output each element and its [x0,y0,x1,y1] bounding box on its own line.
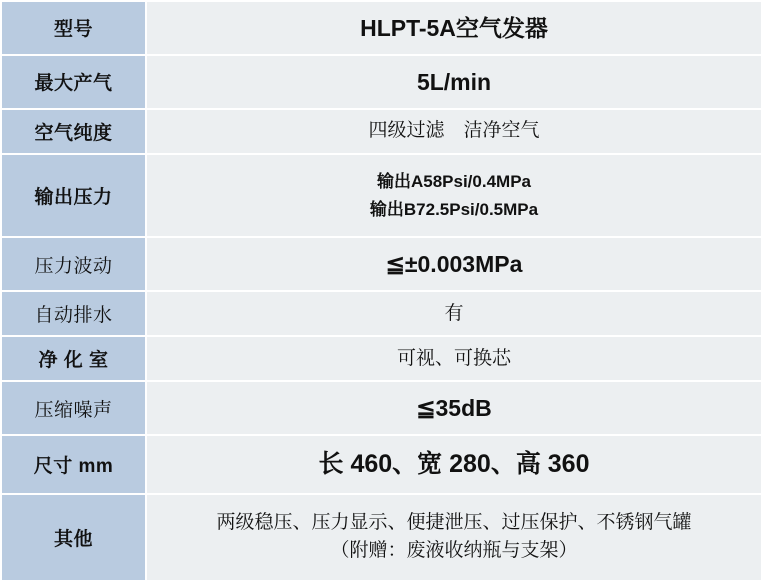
table-row [1,109,762,154]
value-line: 输出A58Psi/0.4MPa [376,172,531,192]
row-value [146,1,762,55]
row-value [146,109,762,154]
value-line: ≦±0.003MPa [385,251,523,278]
value-line: （附赠：废液收纳瓶与支架） [330,540,578,562]
table-body [1,1,762,581]
row-label: 空气纯度 [1,109,146,154]
row-label: 最大产气 [1,55,146,109]
table-row [1,381,762,435]
row-label: 输出压力 [1,154,146,237]
table-row [1,336,762,381]
row-value [146,381,762,435]
row-value [146,435,762,493]
row-label: 压力波动 [1,237,146,291]
row-label: 尺寸 mm [1,435,146,493]
table-row [1,435,762,493]
row-value [146,291,762,336]
row-value [146,55,762,109]
row-label: 型号 [1,1,146,55]
value-line: ≦35dB [416,395,492,422]
table-row [1,494,762,581]
value-line: 长 460、宽 280、高 360 [318,449,590,478]
row-label: 净 化 室 [1,336,146,381]
row-label: 压缩噪声 [1,381,146,435]
value-line: 输出B72.5Psi/0.5MPa [369,199,539,219]
table-row [1,237,762,291]
value-line: 5L/min [416,68,492,95]
row-value [146,336,762,381]
row-label: 其他 [1,494,146,581]
value-line: 可视、可换芯 [396,347,511,369]
row-value [146,237,762,291]
table-row [1,291,762,336]
table-row [1,1,762,55]
row-value [146,494,762,581]
value-line: HLPT-5A空气发器 [360,14,548,41]
table-row [1,55,762,109]
row-value [146,154,762,237]
table-row [1,154,762,237]
value-line: 四级过滤 洁净空气 [368,120,540,142]
value-line: 有 [444,302,464,324]
row-label: 自动排水 [1,291,146,336]
value-line: 两级稳压、压力显示、便捷泄压、过压保护、不锈钢气罐 [216,511,692,533]
